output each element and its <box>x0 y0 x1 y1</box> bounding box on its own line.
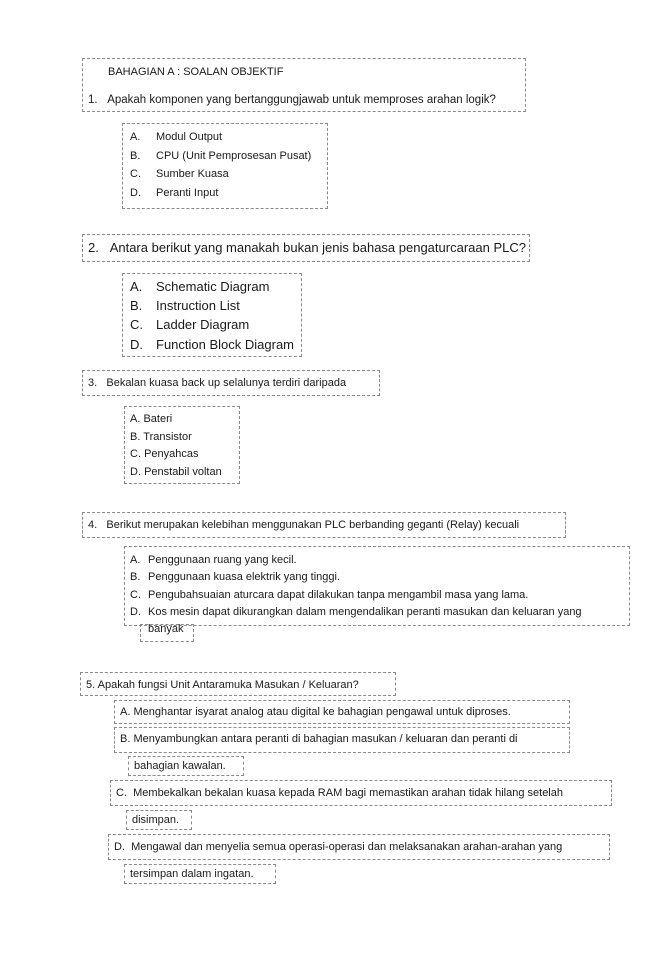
q5-option-a[interactable]: A. Menghantar isyarat analog atau digital ke bahagian pengawal untuk diproses. <box>120 706 511 718</box>
question-2-number: 2. <box>88 240 99 255</box>
q1-option-d[interactable]: D. Peranti Input <box>130 187 219 199</box>
question-5-text: Apakah fungsi Unit Antaramuka Masukan / Keluaran? <box>97 679 359 691</box>
question-1-text: Apakah komponen yang bertanggungjawab untuk memproses arahan logik? <box>107 94 496 106</box>
q4-option-d-continuation: banyak <box>148 623 184 635</box>
q5-option-c[interactable]: C. Membekalkan bekalan kuasa kepada RAM bagi memastikan arahan tidak hilang setelah <box>116 787 563 799</box>
q1-option-a[interactable]: A. Modul Output <box>130 131 223 143</box>
q3-option-b[interactable]: B. Transistor <box>130 431 192 443</box>
q2-option-b[interactable]: B. Instruction List <box>130 298 240 313</box>
question-2 <box>88 241 526 255</box>
q5-option-b[interactable]: B. Menyambungkan antara peranti di bahagian masukan / keluaran dan peranti di <box>120 733 518 745</box>
q2-option-a[interactable]: A. Schematic Diagram <box>130 279 270 294</box>
q1-option-c[interactable]: C. Sumber Kuasa <box>130 168 229 180</box>
question-4 <box>88 518 519 532</box>
q1-option-b[interactable]: B. CPU (Unit Pemprosesan Pusat) <box>130 150 312 162</box>
question-1 <box>88 93 496 107</box>
q4-option-b[interactable]: B. Penggunaan kuasa elektrik yang tinggi. <box>130 571 341 583</box>
section-title: BAHAGIAN A : SOALAN OBJEKTIF <box>108 66 284 78</box>
question-3 <box>88 376 346 390</box>
q5-option-d[interactable]: D. Mengawal dan menyelia semua operasi-operasi dan melaksanakan arahan-arahan yang <box>114 841 563 853</box>
q2-option-d[interactable]: D. Function Block Diagram <box>130 337 294 352</box>
question-4-number: 4. <box>88 519 98 531</box>
q3-option-d[interactable]: D. Penstabil voltan <box>130 466 222 478</box>
question-5-number: 5. <box>86 679 96 691</box>
question-4-text: Berikut merupakan kelebihan menggunakan PLC berbanding geganti (Relay) kecuali <box>106 519 520 531</box>
q4-option-c[interactable]: C. Pengubahsuaian aturcara dapat dilakukan tanpa mengambil masa yang lama. <box>130 589 529 601</box>
q4-option-d[interactable]: D. Kos mesin dapat dikurangkan dalam mengendalikan peranti masukan dan keluaran yang <box>130 606 582 618</box>
question-5 <box>86 678 359 692</box>
q5-option-b-continuation: bahagian kawalan. <box>134 760 226 772</box>
question-2-text: Antara berikut yang manakah bukan jenis bahasa pengaturcaraan PLC? <box>109 240 526 255</box>
question-3-text: Bekalan kuasa back up selalunya terdiri daripada <box>106 377 347 389</box>
q3-option-c[interactable]: C. Penyahcas <box>130 448 199 460</box>
q3-option-a[interactable]: A. Bateri <box>130 413 173 425</box>
q2-option-c[interactable]: C. Ladder Diagram <box>130 317 250 332</box>
question-3-number: 3. <box>88 377 98 389</box>
question-1-number: 1. <box>88 94 98 106</box>
q5-option-c-continuation: disimpan. <box>132 814 180 826</box>
q5-option-d-continuation: tersimpan dalam ingatan. <box>130 868 254 880</box>
q4-option-a[interactable]: A. Penggunaan ruang yang kecil. <box>130 554 297 566</box>
